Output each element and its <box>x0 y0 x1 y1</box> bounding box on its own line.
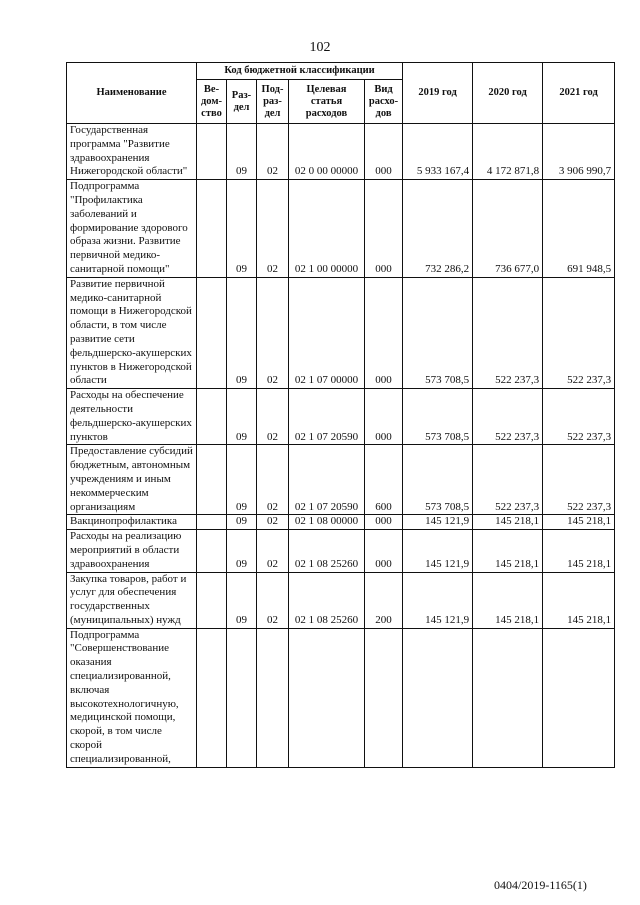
row-value-2021: 522 237,3 <box>543 445 615 515</box>
row-vedomstvo <box>197 277 227 388</box>
row-name: Предоставление субсидий бюджетным, автономным учреждениям и иным некоммерческим организациям <box>67 445 197 515</box>
row-razdel: 09 <box>227 572 257 628</box>
row-vid: 200 <box>365 572 403 628</box>
row-vid: 000 <box>365 389 403 445</box>
row-value-2020: 4 172 871,8 <box>473 124 543 180</box>
header-podrazdel: Под-раз-дел <box>257 80 289 124</box>
row-podrazdel: 02 <box>257 277 289 388</box>
header-vid: Вид расхо-дов <box>365 80 403 124</box>
header-celevaya: Целевая статья расходов <box>289 80 365 124</box>
row-vedomstvo <box>197 445 227 515</box>
row-vedomstvo <box>197 628 227 767</box>
row-value-2021 <box>543 628 615 767</box>
header-2021: 2021 год <box>543 63 615 124</box>
row-value-2020: 522 237,3 <box>473 389 543 445</box>
row-vid: 000 <box>365 124 403 180</box>
row-podrazdel: 02 <box>257 445 289 515</box>
row-vedomstvo <box>197 572 227 628</box>
row-vid <box>365 628 403 767</box>
row-value-2021: 145 218,1 <box>543 572 615 628</box>
row-value-2019: 573 708,5 <box>403 445 473 515</box>
table-row <box>67 389 615 445</box>
table-body <box>67 124 615 768</box>
row-razdel: 09 <box>227 445 257 515</box>
row-razdel: 09 <box>227 530 257 572</box>
row-vedomstvo <box>197 389 227 445</box>
row-value-2021: 522 237,3 <box>543 277 615 388</box>
row-name: Расходы на реализацию мероприятий в области здравоохранения <box>67 530 197 572</box>
row-value-2020: 522 237,3 <box>473 277 543 388</box>
row-value-2020 <box>473 628 543 767</box>
table-row <box>67 445 615 515</box>
row-podrazdel: 02 <box>257 530 289 572</box>
row-name: Расходы на обеспечение деятельности фельдшерско-акушерских пунктов <box>67 389 197 445</box>
table-row <box>67 530 615 572</box>
row-celevaya: 02 1 08 00000 <box>289 515 365 530</box>
row-celevaya: 02 1 07 20590 <box>289 445 365 515</box>
row-vid: 000 <box>365 277 403 388</box>
row-value-2020: 522 237,3 <box>473 445 543 515</box>
row-name: Закупка товаров, работ и услуг для обеспечения государственных (муниципальных) нужд <box>67 572 197 628</box>
row-value-2019: 573 708,5 <box>403 277 473 388</box>
row-name: Развитие первичной медико-санитарной помощи в Нижегородской области, в том числе развитие сети фельдшерско-акушерских пунктов в Нижегородской области <box>67 277 197 388</box>
document-code: 0404/2019-1165(1) <box>494 878 587 892</box>
row-value-2019: 145 121,9 <box>403 515 473 530</box>
row-vedomstvo <box>197 515 227 530</box>
row-name: Государственная программа "Развитие здравоохранения Нижегородской области" <box>67 124 197 180</box>
row-vid: 000 <box>365 515 403 530</box>
budget-table <box>66 62 615 768</box>
row-value-2019: 573 708,5 <box>403 389 473 445</box>
row-razdel <box>227 628 257 767</box>
row-name: Подпрограмма "Совершенствование оказания специализированной, включая высокотехнологичную, медицинской помощи, скорой, в том числе скорой специализированной, <box>67 628 197 767</box>
row-celevaya: 02 1 08 25260 <box>289 530 365 572</box>
header-2020: 2020 год <box>473 63 543 124</box>
row-razdel: 09 <box>227 277 257 388</box>
row-razdel: 09 <box>227 515 257 530</box>
row-celevaya <box>289 628 365 767</box>
row-value-2021: 3 906 990,7 <box>543 124 615 180</box>
table-row <box>67 515 615 530</box>
table-row <box>67 124 615 180</box>
row-celevaya: 02 1 07 00000 <box>289 277 365 388</box>
row-name: Вакцинопрофилактика <box>67 515 197 530</box>
row-vedomstvo <box>197 124 227 180</box>
table-row <box>67 277 615 388</box>
row-podrazdel: 02 <box>257 180 289 278</box>
row-value-2019: 5 933 167,4 <box>403 124 473 180</box>
row-podrazdel: 02 <box>257 124 289 180</box>
row-razdel: 09 <box>227 389 257 445</box>
row-value-2021: 145 218,1 <box>543 530 615 572</box>
row-celevaya: 02 0 00 00000 <box>289 124 365 180</box>
row-vid: 600 <box>365 445 403 515</box>
row-value-2020: 145 218,1 <box>473 572 543 628</box>
table-row <box>67 572 615 628</box>
row-value-2019: 732 286,2 <box>403 180 473 278</box>
row-podrazdel <box>257 628 289 767</box>
row-vedomstvo <box>197 530 227 572</box>
row-vid: 000 <box>365 180 403 278</box>
row-name: Подпрограмма "Профилактика заболеваний и формирование здорового образа жизни. Развитие первичной медико-санитарной помощи" <box>67 180 197 278</box>
table-row <box>67 180 615 278</box>
header-code-group: Код бюджетной классификации <box>197 63 403 80</box>
table-row <box>67 628 615 767</box>
row-celevaya: 02 1 00 00000 <box>289 180 365 278</box>
row-value-2020: 736 677,0 <box>473 180 543 278</box>
row-value-2019: 145 121,9 <box>403 530 473 572</box>
header-name: Наименование <box>67 63 197 124</box>
page-number: 102 <box>309 40 331 55</box>
header-2019: 2019 год <box>403 63 473 124</box>
row-celevaya: 02 1 07 20590 <box>289 389 365 445</box>
row-podrazdel: 02 <box>257 515 289 530</box>
row-vid: 000 <box>365 530 403 572</box>
row-value-2021: 522 237,3 <box>543 389 615 445</box>
row-value-2020: 145 218,1 <box>473 515 543 530</box>
row-value-2019 <box>403 628 473 767</box>
row-razdel: 09 <box>227 124 257 180</box>
row-value-2021: 691 948,5 <box>543 180 615 278</box>
row-value-2019: 145 121,9 <box>403 572 473 628</box>
row-value-2020: 145 218,1 <box>473 530 543 572</box>
row-podrazdel: 02 <box>257 572 289 628</box>
row-razdel: 09 <box>227 180 257 278</box>
row-vedomstvo <box>197 180 227 278</box>
header-vedomstvo: Ве-дом-ство <box>197 80 227 124</box>
row-value-2021: 145 218,1 <box>543 515 615 530</box>
row-celevaya: 02 1 08 25260 <box>289 572 365 628</box>
row-podrazdel: 02 <box>257 389 289 445</box>
header-razdel: Раз-дел <box>227 80 257 124</box>
